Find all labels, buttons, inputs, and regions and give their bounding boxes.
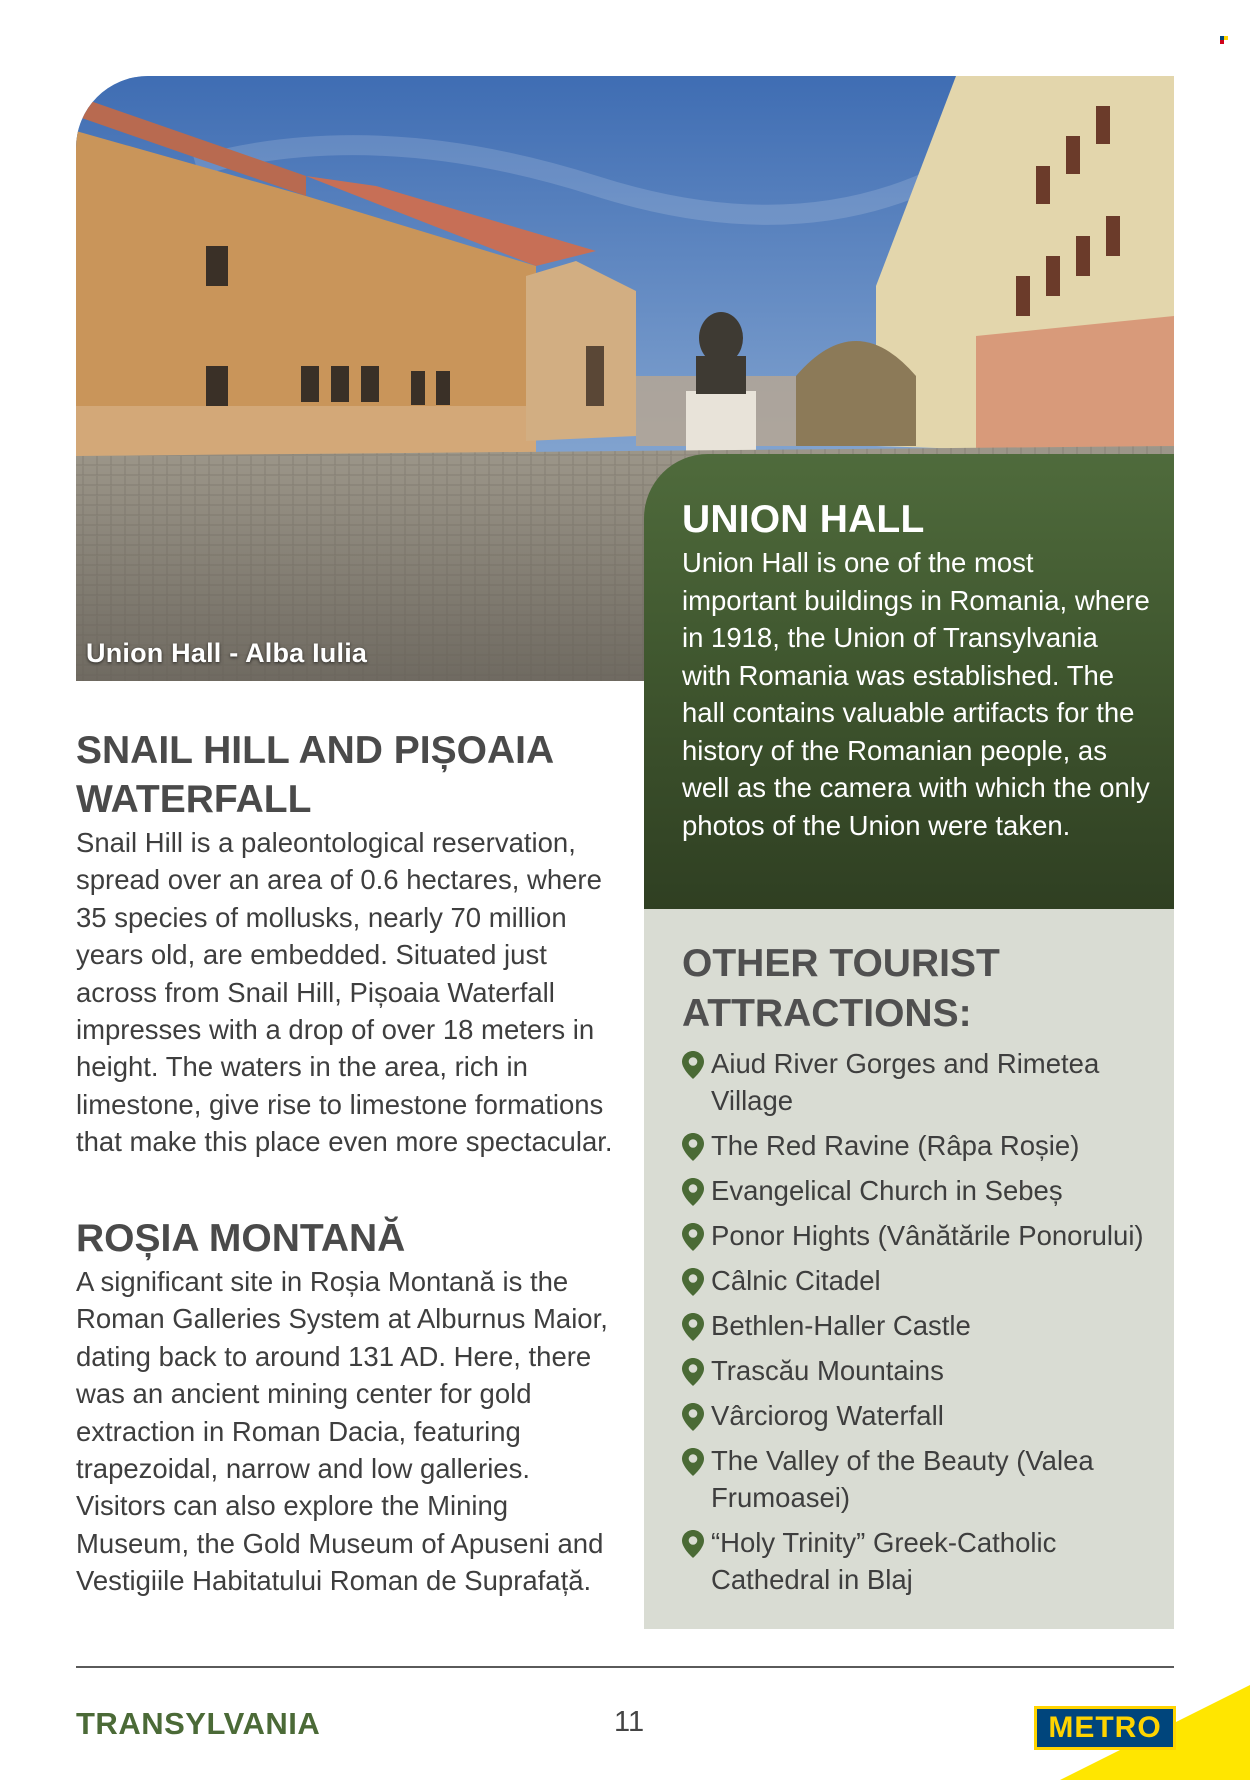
attractions-list bbox=[682, 1045, 1164, 1598]
attraction-item bbox=[682, 1397, 1164, 1434]
map-pin-icon bbox=[680, 1267, 706, 1297]
snail-hill-section bbox=[76, 726, 616, 1161]
map-pin-icon bbox=[680, 1357, 706, 1387]
attraction-label: The Valley of the Beauty (Valea Frumoasei) bbox=[711, 1445, 1094, 1513]
attraction-item bbox=[682, 1442, 1164, 1516]
attraction-item bbox=[682, 1045, 1164, 1119]
footer-section-title: TRANSYLVANIA bbox=[76, 1706, 321, 1741]
map-pin-icon bbox=[680, 1177, 706, 1207]
union-hall-panel bbox=[644, 454, 1174, 909]
photo-caption: Union Hall - Alba Iulia bbox=[86, 638, 368, 668]
attraction-item bbox=[682, 1217, 1164, 1254]
rosia-montana-section bbox=[76, 1214, 616, 1600]
map-pin-icon bbox=[680, 1132, 706, 1162]
attraction-label: Trascău Mountains bbox=[711, 1355, 944, 1386]
attraction-label: “Holy Trinity” Greek-Catholic Cathedral in Blaj bbox=[711, 1527, 1057, 1595]
snail-hill-text: Snail Hill is a paleontological reservation, spread over an area of 0.6 hectares, where 35 species of mollusks, nearly 70 million years old, are embedded. Situated just across from Snail Hill, Pișoaia Waterfall impresses with a drop of over 18 meters in height. The waters in the area, rich in limestone, give rise to limestone formations that make this place even more spectacular. bbox=[76, 827, 613, 1158]
corner-mark-icon bbox=[1220, 36, 1230, 44]
map-pin-icon bbox=[680, 1222, 706, 1252]
attraction-item bbox=[682, 1307, 1164, 1344]
snail-hill-title: SNAIL HILL AND PIȘOAIA WATERFALL bbox=[76, 729, 553, 821]
attraction-label: Aiud River Gorges and Rimetea Village bbox=[711, 1048, 1100, 1116]
page-number: 11 bbox=[614, 1706, 645, 1738]
attraction-label: The Red Ravine (Râpa Roșie) bbox=[711, 1130, 1080, 1161]
attraction-label: Vârciorog Waterfall bbox=[711, 1400, 944, 1431]
attraction-item bbox=[682, 1172, 1164, 1209]
map-pin-icon bbox=[680, 1529, 706, 1559]
map-pin-icon bbox=[680, 1402, 706, 1432]
other-attractions-panel bbox=[644, 909, 1174, 1629]
union-hall-text: Union Hall is one of the most important buildings in Romania, where in 1918, the Union of Transylvania with Romania was established. The hall contains valuable artifacts for the history of the Romanian people, as well as the camera with which the only photos of the Union were taken. bbox=[682, 547, 1150, 841]
map-pin-icon bbox=[680, 1447, 706, 1477]
rosia-montana-text: A significant site in Roșia Montană is the Roman Galleries System at Alburnus Maior, dating back to around 131 AD. Here, there was an ancient mining center for gold extraction in Roman Dacia, featuring trapezoidal, narrow and low galleries. Visitors can also explore the Mining Museum, the Gold Museum of Apuseni and Vestigiile Habitatului Roman de Suprafață. bbox=[76, 1266, 608, 1597]
attraction-label: Ponor Hights (Vânătările Ponorului) bbox=[711, 1220, 1144, 1251]
attraction-item bbox=[682, 1127, 1164, 1164]
attraction-item bbox=[682, 1262, 1164, 1299]
other-attractions-title: OTHER TOURIST ATTRACTIONS: bbox=[682, 942, 1000, 1035]
attraction-item bbox=[682, 1352, 1164, 1389]
metro-logo: METRO bbox=[1034, 1706, 1176, 1750]
rosia-montana-title: ROȘIA MONTANĂ bbox=[76, 1217, 406, 1260]
attraction-label: Bethlen-Haller Castle bbox=[711, 1310, 971, 1341]
union-hall-title: UNION HALL bbox=[682, 498, 925, 541]
footer-divider bbox=[76, 1666, 1174, 1668]
attraction-label: Evangelical Church in Sebeș bbox=[711, 1175, 1063, 1206]
map-pin-icon bbox=[680, 1050, 706, 1080]
attraction-label: Câlnic Citadel bbox=[711, 1265, 881, 1296]
map-pin-icon bbox=[680, 1312, 706, 1342]
attraction-item bbox=[682, 1524, 1164, 1598]
